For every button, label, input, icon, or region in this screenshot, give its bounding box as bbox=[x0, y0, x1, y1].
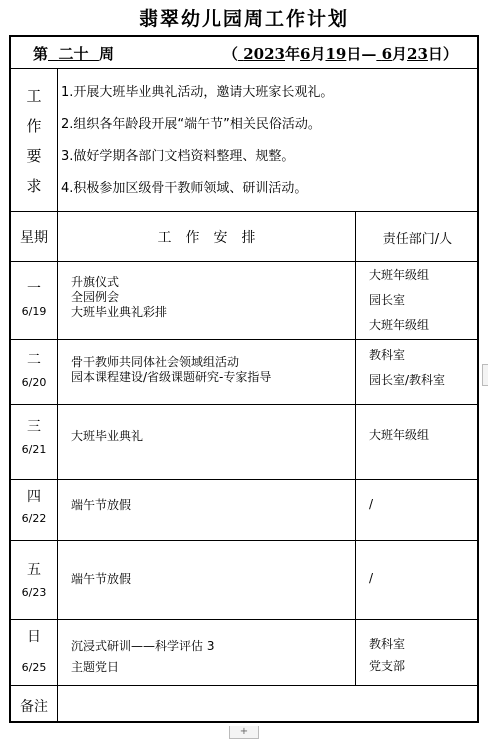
task-item: 园本课程建设/省级课题研究-专家指导 bbox=[71, 370, 272, 384]
row-tasks bbox=[71, 636, 214, 678]
row-tasks bbox=[71, 275, 167, 320]
row-depts bbox=[369, 423, 429, 448]
task-item: 升旗仪式 bbox=[71, 275, 120, 289]
task-item: 大班毕业典礼彩排 bbox=[71, 305, 168, 319]
header-dept: 责任部门/人 bbox=[382, 232, 453, 247]
row-tasks bbox=[71, 572, 131, 587]
divider bbox=[355, 211, 356, 685]
task-item: 骨干教师共同体社会领域组活动 bbox=[71, 355, 240, 369]
week-prefix: 第 bbox=[33, 45, 49, 63]
header-day: 星期 bbox=[20, 230, 48, 246]
task-item: 端午节放假 bbox=[71, 572, 132, 586]
divider bbox=[11, 211, 477, 212]
notes-label: 备注 bbox=[20, 699, 48, 715]
divider bbox=[11, 540, 477, 541]
row-depts bbox=[369, 566, 373, 591]
divider bbox=[57, 68, 58, 723]
add-row-button[interactable]: + bbox=[229, 726, 259, 739]
weekly-plan-table bbox=[9, 35, 479, 723]
task-item: 全园例会 bbox=[71, 290, 120, 304]
dept-item: 园长室/教科室 bbox=[369, 373, 446, 387]
row-date: 6/19 bbox=[21, 305, 47, 318]
week-line bbox=[33, 43, 473, 64]
row-date: 6/25 bbox=[21, 661, 47, 674]
header-work: 工 作 安 排 bbox=[157, 230, 256, 246]
requirement-item: 4.积极参加区级骨干教师领域、研训活动。 bbox=[61, 181, 308, 196]
requirement-item: 1.开展大班毕业典礼活动，邀请大班家长观礼。 bbox=[61, 85, 334, 100]
divider bbox=[11, 261, 477, 262]
page-title: 翡翠幼儿园周工作计划 bbox=[138, 8, 349, 30]
row-date: 6/20 bbox=[21, 376, 47, 389]
row-date: 6/21 bbox=[21, 443, 47, 456]
row-depts bbox=[369, 633, 405, 677]
task-item: 大班毕业典礼 bbox=[71, 429, 144, 443]
dept-item: 教科室 bbox=[369, 348, 406, 362]
dept-item: 大班年级组 bbox=[369, 268, 430, 282]
divider bbox=[11, 339, 477, 340]
dept-item: / bbox=[369, 571, 374, 585]
row-depts bbox=[369, 492, 373, 517]
task-item: 沉浸式研训——科学评估 3 bbox=[71, 639, 215, 653]
dept-item: 大班年级组 bbox=[369, 318, 430, 332]
notes-field[interactable] bbox=[58, 686, 477, 721]
row-date: 6/23 bbox=[21, 586, 47, 599]
divider bbox=[11, 404, 477, 405]
week-date-range: （ 2023年6月19日— 6月23日） bbox=[223, 45, 458, 63]
row-day: 二 bbox=[27, 352, 41, 368]
dept-item: 大班年级组 bbox=[369, 428, 430, 442]
requirement-item: 3.做好学期各部门文档资料整理、规整。 bbox=[61, 149, 295, 164]
row-tasks bbox=[71, 498, 131, 513]
row-day: 一 bbox=[27, 281, 41, 297]
row-day: 日 bbox=[27, 629, 41, 645]
dept-item: 园长室 bbox=[369, 293, 406, 307]
row-day: 三 bbox=[27, 419, 41, 435]
divider bbox=[11, 68, 477, 69]
divider bbox=[11, 619, 477, 620]
task-item: 主题党日 bbox=[71, 660, 120, 674]
task-item: 端午节放假 bbox=[71, 498, 132, 512]
dept-item: / bbox=[369, 497, 374, 511]
requirement-item: 2.组织各年龄段开展“端午节”相关民俗活动。 bbox=[61, 117, 321, 132]
row-depts bbox=[369, 343, 445, 393]
row-tasks bbox=[71, 429, 143, 444]
row-tasks bbox=[71, 355, 271, 385]
dept-item: 教科室 bbox=[369, 637, 406, 651]
divider bbox=[11, 479, 477, 480]
dept-item: 党支部 bbox=[369, 659, 406, 673]
row-depts bbox=[369, 263, 429, 338]
week-number: 二十 bbox=[58, 45, 89, 63]
week-suffix: 周 bbox=[98, 45, 114, 63]
row-day: 四 bbox=[27, 489, 41, 505]
requirements-label: 工 作 要 求 bbox=[26, 87, 42, 195]
side-resize-handle[interactable] bbox=[482, 364, 488, 386]
row-date: 6/22 bbox=[21, 512, 47, 525]
row-day: 五 bbox=[27, 562, 41, 578]
